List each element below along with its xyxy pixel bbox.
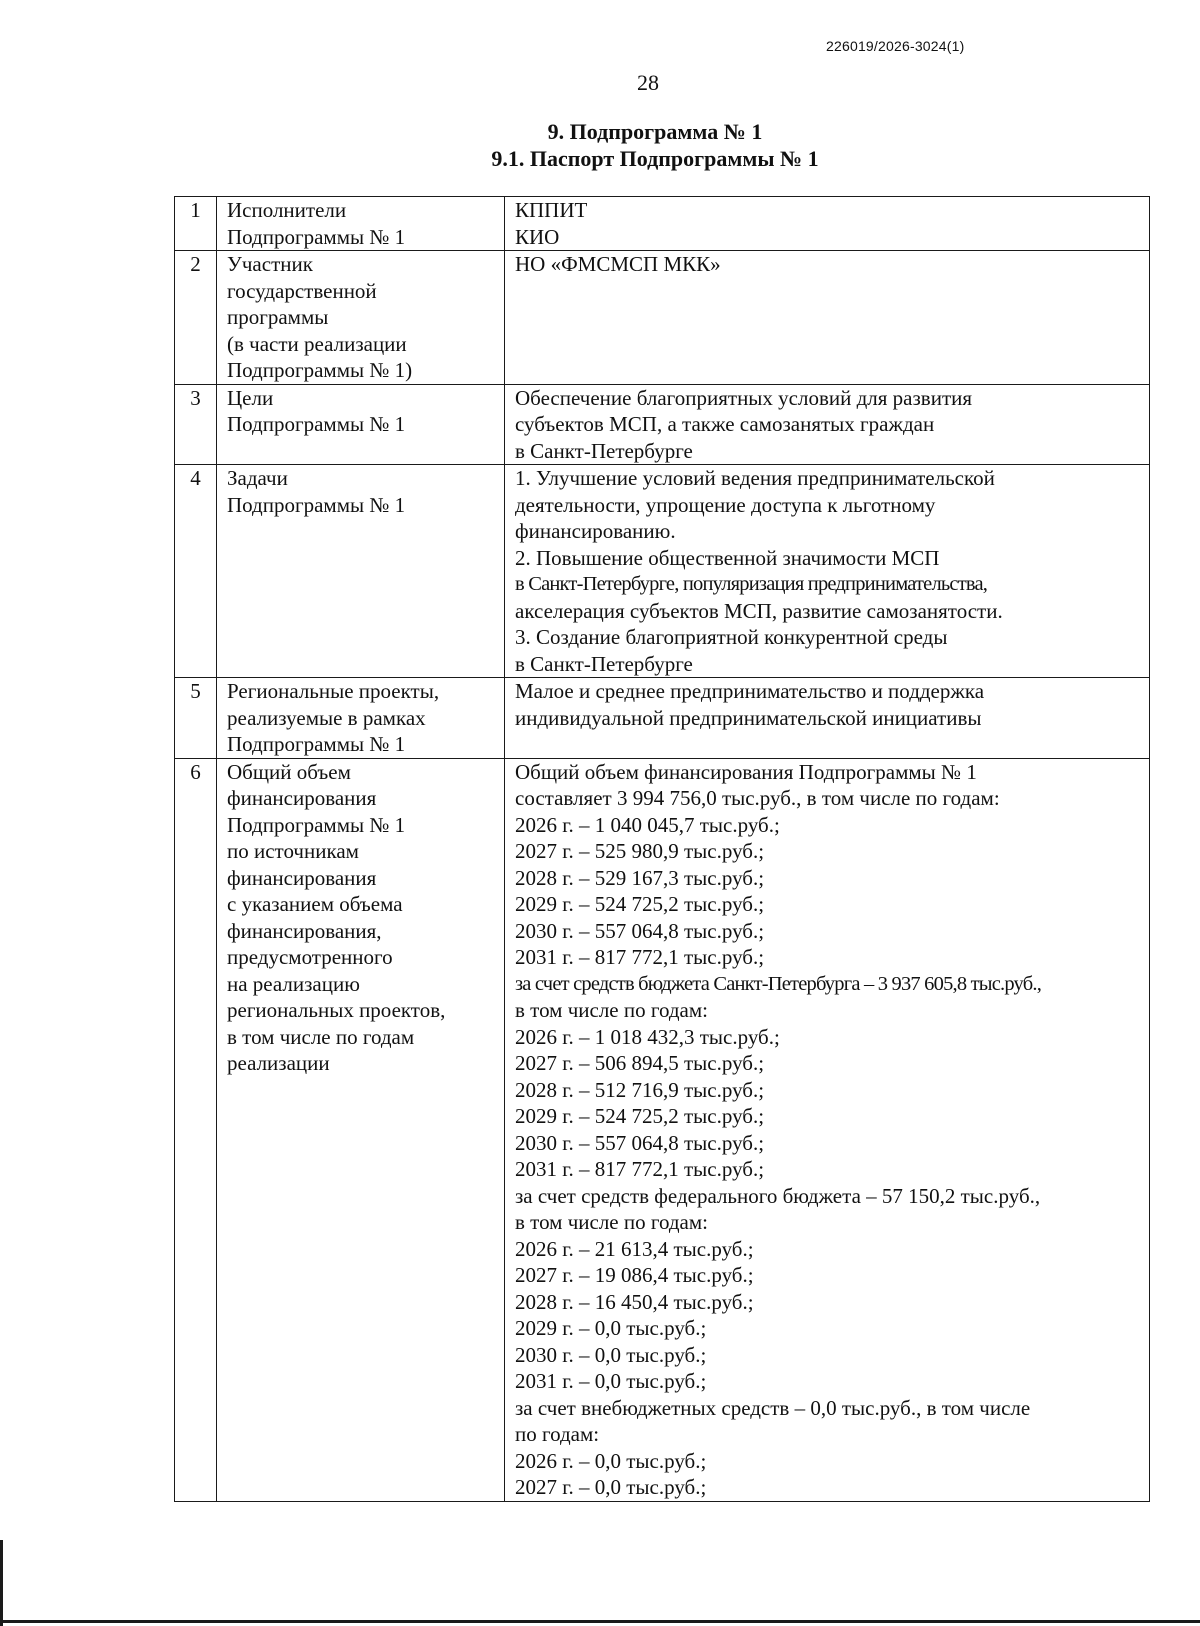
label-line: Подпрограммы № 1	[227, 412, 406, 436]
value-line: составляет 3 994 756,0 тыс.руб., в том числе по годам:	[515, 786, 1000, 810]
label-line: Подпрограммы № 1)	[227, 358, 413, 382]
value-line: 2026 г. – 1 018 432,3 тыс.руб.;	[515, 1024, 780, 1049]
label-line: программы	[227, 305, 329, 329]
value-line: в Санкт-Петербурге	[515, 438, 693, 463]
subprogram-passport-table	[174, 196, 1150, 1502]
label-line: финансирования	[227, 786, 377, 810]
value-line: КИО	[515, 224, 560, 249]
value-line: 2027 г. – 19 086,4 тыс.руб.;	[515, 1263, 754, 1287]
value-line: 2031 г. – 817 772,1 тыс.руб.;	[515, 945, 765, 969]
label-line: государственной	[227, 278, 377, 303]
table-row	[175, 758, 1150, 1501]
row-label	[217, 465, 505, 678]
value-line: в том числе по годам:	[515, 998, 708, 1022]
value-line: по годам:	[515, 1422, 600, 1446]
value-line: 2028 г. – 512 716,9 тыс.руб.;	[515, 1077, 765, 1102]
value-line: 2029 г. – 524 725,2 тыс.руб.;	[515, 1104, 765, 1128]
value-line: субъектов МСП, а также самозанятых граждан	[515, 412, 935, 436]
value-line: акселерация субъектов МСП, развитие самозанятости.	[515, 598, 1003, 623]
value-line: 3. Создание благоприятной конкурентной среды	[515, 625, 948, 649]
scan-bottom-line	[0, 1620, 1200, 1623]
label-line: Задачи	[227, 466, 288, 490]
row-number: 2	[175, 251, 217, 385]
row-number: 4	[175, 465, 217, 678]
label-line: Подпрограммы № 1	[227, 812, 406, 837]
value-line: 2026 г. – 1 040 045,7 тыс.руб.;	[515, 812, 780, 837]
label-line: реализации	[227, 1051, 330, 1075]
document-registration-number: 226019/2026-3024(1)	[826, 38, 965, 54]
row-label	[217, 384, 505, 465]
value-line: в Санкт-Петербурге	[515, 651, 693, 676]
table-row	[175, 465, 1150, 678]
value-line: 2026 г. – 0,0 тыс.руб.;	[515, 1448, 707, 1473]
subsection-heading: 9.1. Паспорт Подпрограммы № 1	[491, 146, 819, 171]
value-line: 2031 г. – 817 772,1 тыс.руб.;	[515, 1157, 765, 1181]
value-line: 2030 г. – 557 064,8 тыс.руб.;	[515, 1130, 765, 1155]
value-line: за счет средств федерального бюджета – 57 150,2 тыс.руб.,	[515, 1183, 1041, 1208]
value-line: в Санкт-Петербурге, популяризация предпринимательства,	[515, 573, 988, 595]
label-line: Подпрограммы № 1	[227, 224, 406, 249]
value-line: 2026 г. – 21 613,4 тыс.руб.;	[515, 1236, 754, 1261]
value-line: 2029 г. – 0,0 тыс.руб.;	[515, 1316, 707, 1340]
value-line: 2031 г. – 0,0 тыс.руб.;	[515, 1369, 707, 1393]
value-line: за счет внебюджетных средств – 0,0 тыс.руб., в том числе	[515, 1395, 1031, 1420]
table-row	[175, 384, 1150, 465]
value-line: финансированию.	[515, 519, 676, 543]
value-line: деятельности, упрощение доступа к льготному	[515, 492, 936, 517]
row-number: 6	[175, 758, 217, 1501]
label-line: Исполнители	[227, 198, 347, 222]
label-line: Подпрограммы № 1	[227, 732, 406, 756]
label-line: (в части реализации	[227, 331, 407, 356]
value-line: 2030 г. – 557 064,8 тыс.руб.;	[515, 918, 765, 943]
value-line: 1. Улучшение условий ведения предпринимательской	[515, 466, 995, 490]
section-heading: 9. Подпрограмма № 1	[547, 119, 763, 144]
label-line: Цели	[227, 385, 274, 410]
value-line: Обеспечение благоприятных условий для развития	[515, 385, 973, 410]
row-value	[505, 384, 1150, 465]
value-line: индивидуальной предпринимательской инициативы	[515, 705, 982, 730]
row-label	[217, 758, 505, 1501]
table-row	[175, 197, 1150, 251]
value-line: НО «ФМСМСП МКК»	[515, 252, 721, 276]
value-line: 2027 г. – 0,0 тыс.руб.;	[515, 1475, 707, 1499]
row-label	[217, 197, 505, 251]
row-value	[505, 758, 1150, 1501]
value-line: 2030 г. – 0,0 тыс.руб.;	[515, 1342, 707, 1367]
row-value	[505, 197, 1150, 251]
label-line: региональных проектов,	[227, 998, 446, 1022]
label-line: реализуемые в рамках	[227, 705, 426, 730]
label-line: с указанием объема	[227, 892, 403, 916]
row-number: 1	[175, 197, 217, 251]
table-row	[175, 251, 1150, 385]
label-line: по источникам	[227, 839, 359, 863]
value-line: Общий объем финансирования Подпрограммы № 1	[515, 759, 977, 784]
row-label	[217, 678, 505, 759]
label-line: предусмотренного	[227, 945, 393, 969]
value-line: за счет средств бюджета Санкт-Петербурга – 3 937 605,8 тыс.руб.,	[515, 972, 1042, 995]
value-line: в том числе по годам:	[515, 1210, 708, 1234]
value-line: 2029 г. – 524 725,2 тыс.руб.;	[515, 892, 765, 916]
label-line: Региональные проекты,	[227, 679, 440, 703]
label-line: финансирования,	[227, 918, 382, 943]
scan-margin-line	[0, 1540, 3, 1626]
value-line: 2028 г. – 529 167,3 тыс.руб.;	[515, 865, 765, 890]
row-value	[505, 251, 1150, 385]
value-line: 2027 г. – 506 894,5 тыс.руб.;	[515, 1051, 765, 1075]
value-line: 2027 г. – 525 980,9 тыс.руб.;	[515, 839, 765, 863]
row-number: 3	[175, 384, 217, 465]
table-row	[175, 678, 1150, 759]
value-line: 2. Повышение общественной значимости МСП	[515, 545, 940, 570]
label-line: Участник	[227, 252, 313, 276]
row-number: 5	[175, 678, 217, 759]
row-label	[217, 251, 505, 385]
label-line: Подпрограммы № 1	[227, 492, 406, 517]
page-number: 28	[637, 70, 659, 95]
label-line: финансирования	[227, 865, 377, 890]
value-line: Малое и среднее предпринимательство и поддержка	[515, 679, 985, 703]
label-line: Общий объем	[227, 759, 351, 784]
row-value	[505, 465, 1150, 678]
row-value	[505, 678, 1150, 759]
label-line: на реализацию	[227, 971, 360, 996]
label-line: в том числе по годам	[227, 1024, 415, 1049]
value-line: 2028 г. – 16 450,4 тыс.руб.;	[515, 1289, 754, 1314]
value-line: КППИТ	[515, 198, 588, 222]
